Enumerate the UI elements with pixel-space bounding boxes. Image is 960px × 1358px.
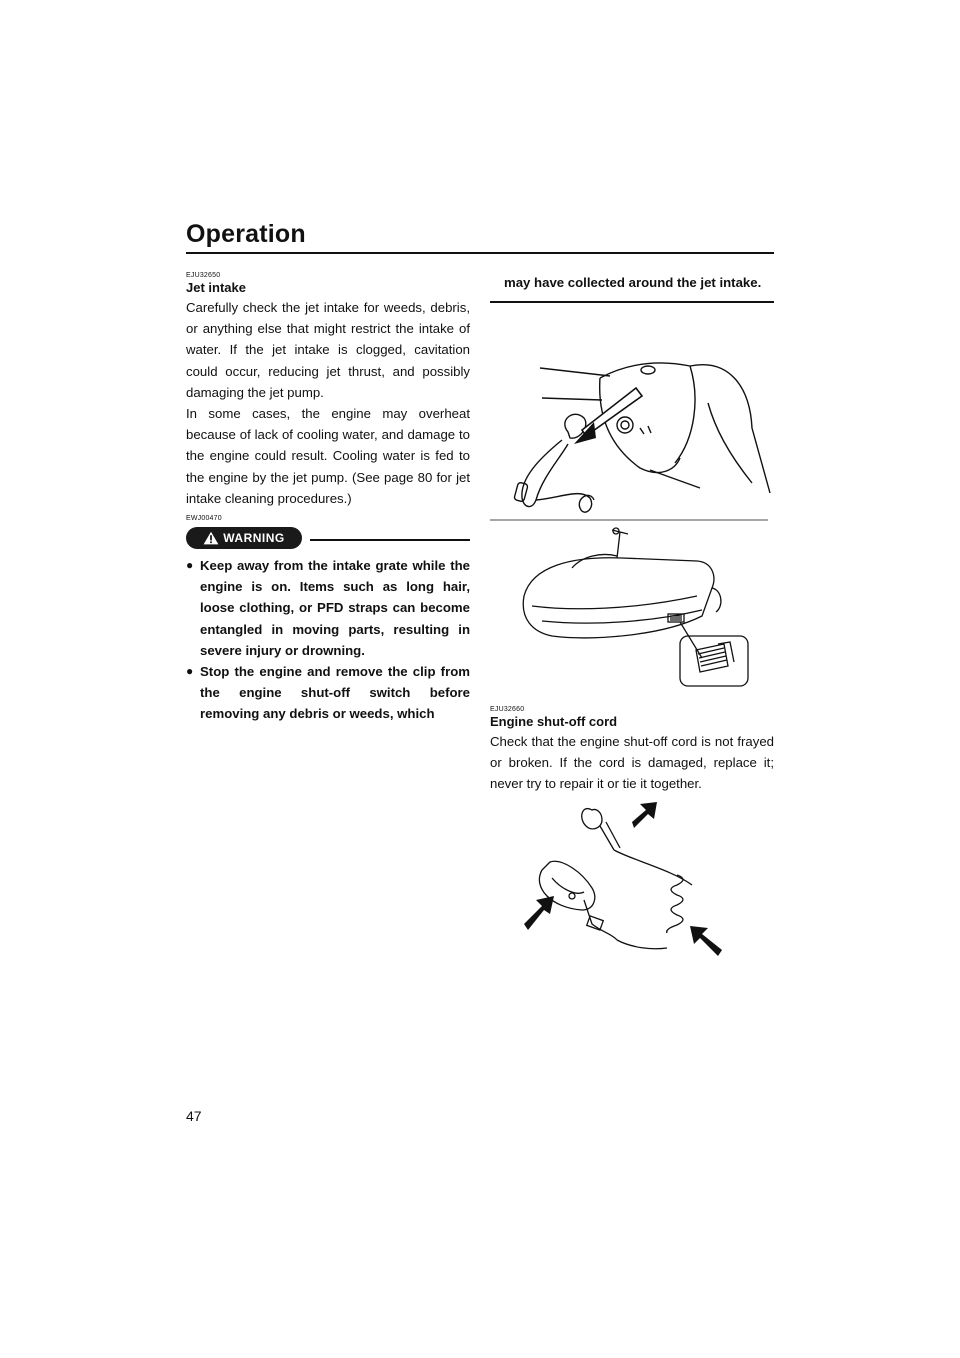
shutoff-switch-illustration bbox=[490, 348, 778, 526]
warning-code: EWJ00470 bbox=[186, 515, 222, 523]
page-number: 47 bbox=[186, 1108, 202, 1124]
left-column bbox=[186, 272, 470, 725]
right-column bbox=[490, 272, 774, 303]
warning-triangle-icon bbox=[203, 531, 219, 545]
list-item bbox=[186, 555, 470, 661]
warning-bullet-1: Keep away from the intake grate while the engine is on. Items such as long hair, loose clothing, or PFD straps can become entangled in moving parts, resulting in severe injury or drowning. bbox=[200, 558, 470, 658]
warning-header bbox=[186, 527, 470, 549]
watercraft-intake-illustration bbox=[512, 526, 762, 690]
warning-end-divider bbox=[490, 301, 774, 303]
warning-label: WARNING bbox=[223, 531, 285, 546]
section-code: EJU32650 bbox=[186, 272, 221, 279]
list-item bbox=[186, 661, 470, 725]
paragraph-shutoff-cord: Check that the engine shut-off cord is not frayed or broken. If the cord is damaged, replace it; never try to repair it or tie it together. bbox=[490, 734, 774, 792]
bullet-dot-icon: ● bbox=[186, 558, 194, 573]
page-title: Operation bbox=[186, 220, 306, 248]
warning-list bbox=[186, 555, 470, 725]
paragraph-jet-intake-1: Carefully check the jet intake for weeds, debris, or anything else that might restrict the intake of water. If the jet intake is clogged, cavitation could occur, reducing jet thrust, and possibly damaging the jet pump. bbox=[186, 300, 470, 400]
warning-bullet-2: Stop the engine and remove the clip from the engine shut-off switch before removing any debris or weeds, which bbox=[200, 664, 470, 722]
section-code: EJU32660 bbox=[490, 706, 525, 713]
title-divider bbox=[186, 252, 774, 254]
shutoff-cord-section bbox=[490, 706, 774, 795]
section-heading-jet-intake: Jet intake bbox=[186, 280, 246, 295]
bullet-dot-icon: ● bbox=[186, 664, 194, 679]
warning-badge bbox=[186, 527, 302, 549]
paragraph-jet-intake-2: In some cases, the engine may overheat because of lack of cooling water, and damage to the engine could result. Cooling water is fed to the engine by the jet pump. (See page 80 for jet intake cleaning procedures.) bbox=[186, 406, 470, 506]
shutoff-cord-illustration bbox=[522, 800, 732, 960]
section-heading-shutoff-cord: Engine shut-off cord bbox=[490, 714, 618, 729]
warning-divider bbox=[310, 539, 470, 541]
warning-continuation: may have collected around the jet intake. bbox=[504, 275, 762, 290]
